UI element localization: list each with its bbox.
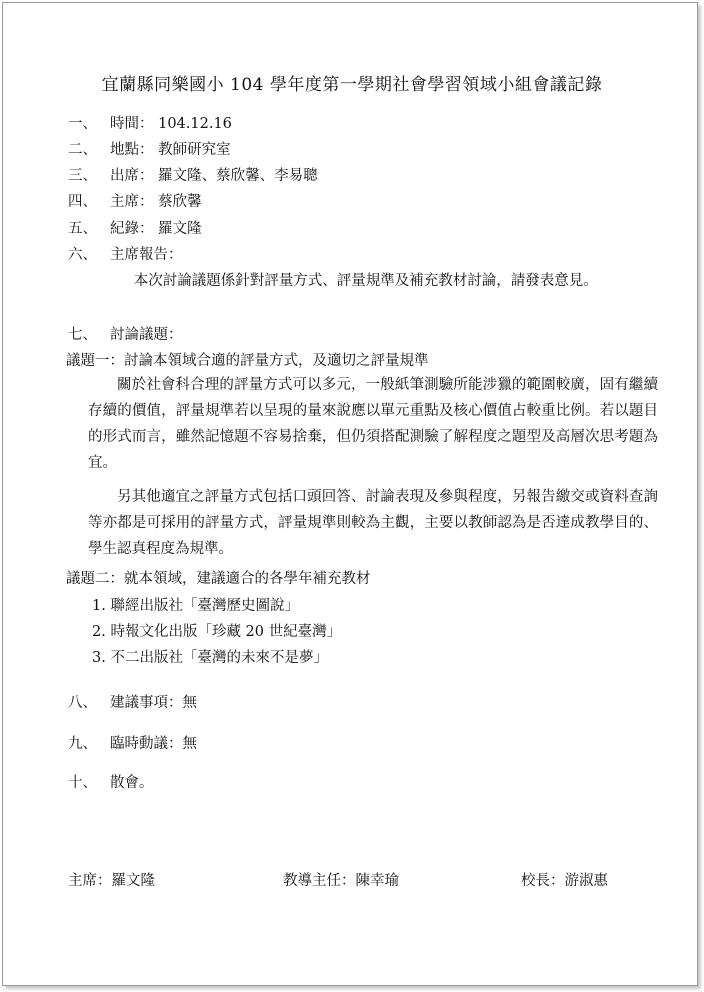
item-number: 三、 [68, 168, 97, 184]
item-number: 十、 [68, 775, 97, 791]
topic1-heading: 議題一：討論本領域合適的評量方式，及適切之評量規準 [66, 353, 429, 369]
item-label: 出席： 羅文隆、蔡欣馨、李易聰 [110, 168, 318, 184]
item-label: 散會。 [110, 775, 154, 791]
material-item: 1. 聯經出版社「臺灣歷史圖說」 [92, 598, 299, 614]
item-number: 八、 [68, 695, 97, 711]
signature-director: 教導主任：陳幸瑜 [283, 873, 399, 889]
item-number: 五、 [68, 221, 97, 237]
item-label: 主席報告： [110, 247, 183, 263]
item-number: 二、 [68, 142, 97, 158]
item-label: 時間： 104.12.16 [110, 116, 232, 132]
signature-principal: 校長：游淑惠 [521, 873, 608, 889]
topic1-paragraph-1: 關於社會科合理的評量方式可以多元，一般紙筆測驗所能涉獵的範圍較廣，固有繼續存續的價值，評量規準若以呈現的量來說應以單元重點及核心價值占較重比例。若以題目的形式而言，雖然記憶題不容易捨棄，但仍須搭配測驗了解程度之題型及高層次思考題為宜。 [88, 377, 658, 471]
topic1-paragraph-2: 另其他適宜之評量方式包括口頭回答、討論表現及參與程度，另報告繳交或資料查詢等亦都是可採用的評量方式，評量規準則較為主觀，主要以教師認為是否達成教學目的、學生認真程度為規準。 [88, 489, 658, 557]
item-label: 建議事項：無 [110, 695, 197, 711]
item-label: 紀錄： 羅文隆 [110, 221, 202, 237]
material-item: 3. 不二出版社「臺灣的未來不是夢」 [92, 650, 328, 666]
item-number: 九、 [68, 736, 97, 752]
signature-chair: 主席：羅文隆 [68, 873, 155, 889]
material-item: 2. 時報文化出版「珍藏 20 世紀臺灣」 [92, 624, 342, 640]
item-number: 一、 [68, 116, 97, 132]
chair-report-text: 本次討論議題係針對評量方式、評量規準及補充教材討論，請發表意見。 [133, 273, 598, 289]
item-number: 七、 [68, 327, 97, 343]
document-title: 宜蘭縣同樂國小 104 學年度第一學期社會學習領域小組會議記錄 [101, 75, 603, 95]
item-label: 主席： 蔡欣馨 [110, 194, 202, 210]
topic2-heading: 議題二：就本領域，建議適合的各學年補充教材 [66, 571, 371, 587]
item-label: 地點： 教師研究室 [110, 142, 231, 158]
item-label: 臨時動議：無 [110, 736, 197, 752]
item-number: 六、 [68, 247, 97, 263]
item-number: 四、 [68, 194, 97, 210]
item-label: 討論議題： [110, 327, 183, 343]
